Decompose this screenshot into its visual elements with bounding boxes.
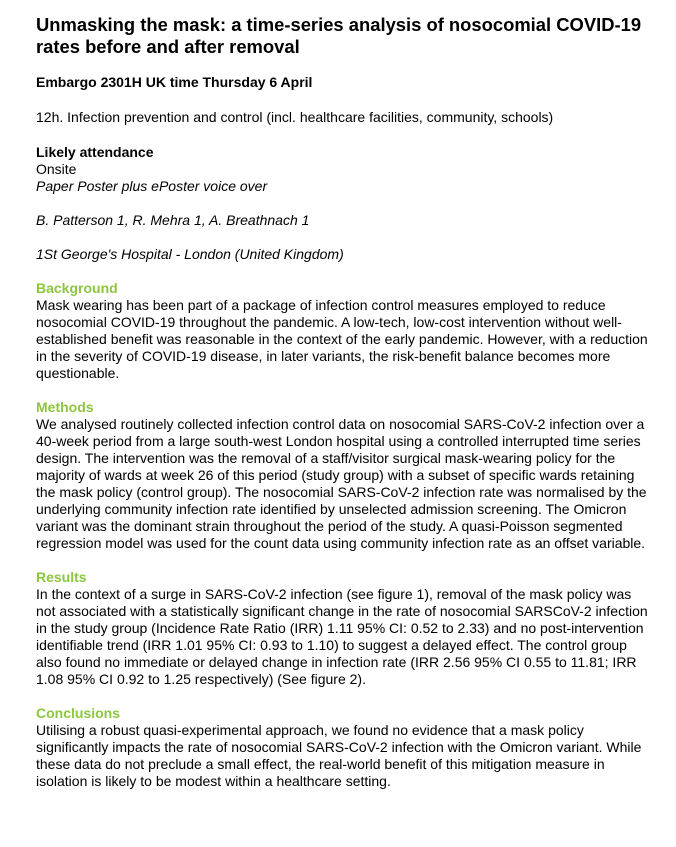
abstract-title: Unmasking the mask: a time-series analysis of nosocomial COVID-19 rates before and after removal	[36, 14, 642, 57]
presentation-format: Paper Poster plus ePoster voice over	[36, 178, 268, 194]
background-body: Mask wearing has been part of a package of infection control measures employed to reduce nosocomial COVID-19 throughout the pandemic. A low-tech, low-cost intervention without well-established benefit was reasonable in the context of the early pandemic. However, with a reduction in the severity of COVID-19 disease, in later variants, the risk-benefit balance becomes more questionable.	[36, 297, 648, 381]
attendance-heading: Likely attendance	[36, 144, 154, 160]
background-heading: Background	[36, 280, 118, 296]
affiliation: 1St George's Hospital - London (United Kingdom)	[36, 246, 344, 262]
background-section	[36, 280, 648, 382]
abstract-page	[36, 14, 648, 790]
methods-body: We analysed routinely collected infection control data on nosocomial SARS-CoV-2 infection over a 40-week period from a large south-west London hospital using a controlled interrupted time series design. The intervention was the removal of a staff/visitor surgical mask-wearing policy for the majority of wards at week 26 of this period (study group) with a subset of specific wards retaining the mask policy (control group). The nosocomial SARS-CoV-2 infection rate was normalised by the underlying community infection rate identified by unselected admission screening. The Omicron variant was the dominant strain throughout the period of the study. A quasi-Poisson segmented regression model was used for the count data using community infection rate as an offset variable.	[36, 416, 647, 551]
conclusions-body: Utilising a robust quasi-experimental approach, we found no evidence that a mask policy significantly impacts the rate of nosocomial SARS-CoV-2 infection with the Omicron variant. While these data do not preclude a small effect, the real-world benefit of this mitigation measure in isolation is likely to be modest within a healthcare setting.	[36, 722, 642, 789]
embargo-notice: Embargo 2301H UK time Thursday 6 April	[36, 74, 313, 90]
conclusions-heading: Conclusions	[36, 705, 121, 721]
conclusions-section	[36, 705, 648, 790]
attendance-mode: Onsite	[36, 161, 77, 177]
methods-section	[36, 399, 648, 552]
methods-heading: Methods	[36, 399, 94, 415]
topic-category: 12h. Infection prevention and control (incl. healthcare facilities, community, schools)	[36, 109, 554, 125]
author-list: B. Patterson 1, R. Mehra 1, A. Breathnach 1	[36, 212, 310, 228]
results-section	[36, 569, 648, 688]
results-heading: Results	[36, 569, 87, 585]
results-body: In the context of a surge in SARS-CoV-2 infection (see figure 1), removal of the mask policy was not associated with a statistically significant change in the rate of nosocomial SARSCoV-2 infection in the study group (Incidence Rate Ratio (IRR) 1.11 95% CI: 0.52 to 2.33) and no post-intervention identifiable trend (IRR 1.01 95% CI: 0.93 to 1.10) to suggest a delayed effect. The control group also found no immediate or delayed change in infection rate (IRR 2.56 95% CI 0.55 to 11.81; IRR 1.08 95% CI 0.92 to 1.25 respectively) (See figure 2).	[36, 586, 648, 687]
